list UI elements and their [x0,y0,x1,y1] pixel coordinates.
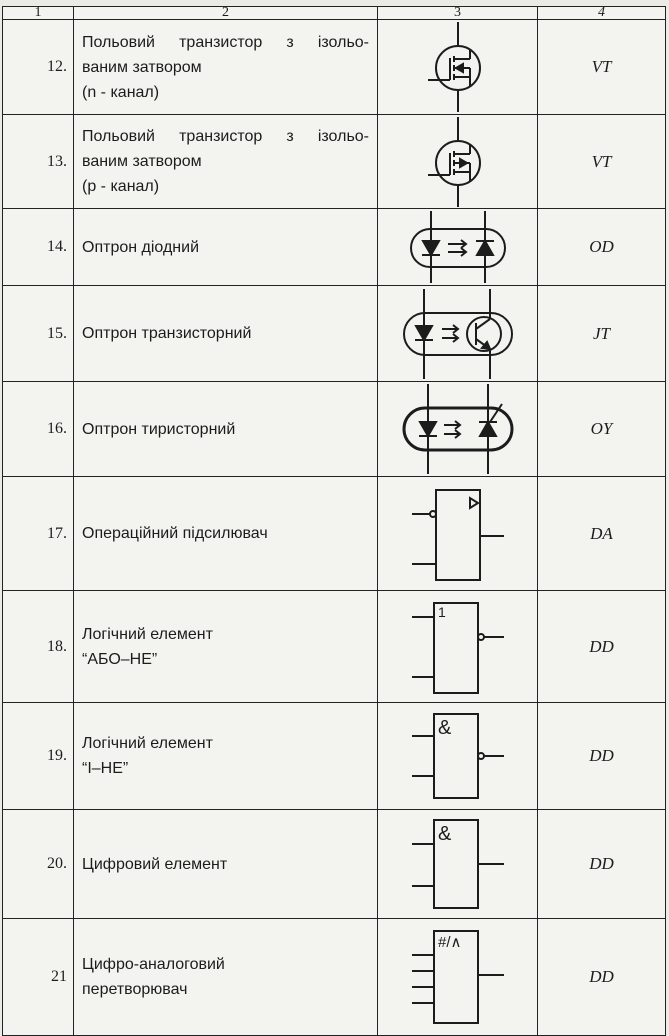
name-line: Польовий транзистор з ізольо- [82,33,369,51]
designation-code: DD [538,591,666,703]
component-name [74,286,378,382]
name-line: Польовий транзистор з ізольо- [82,128,369,145]
name-line: (p - канал) [82,178,160,195]
table-row [3,286,666,382]
diode-optocoupler-symbol [403,211,513,283]
gate-label: & [437,823,451,845]
designation-code: DD [538,919,666,1036]
symbol-cell [378,209,538,286]
designation-code: DA [538,477,666,591]
table-row [3,810,666,919]
designation-code: VT [538,115,666,209]
designation-code: DD [538,703,666,810]
name-line: Оптрон транзисторний [82,325,252,342]
component-name [74,703,378,810]
gate-label: #/∧ [437,934,461,951]
name-line: перетворювач [82,981,188,998]
nand-gate-symbol [408,708,508,804]
row-number: 14. [3,209,74,286]
component-name [74,209,378,286]
name-line: Оптрон діодний [82,238,199,256]
row-number: 15. [3,286,74,382]
table-row [3,919,666,1036]
name-line: Цифровий елемент [82,855,228,873]
row-number: 13. [3,115,74,209]
component-name [74,591,378,703]
row-number: 16. [3,382,74,477]
name-line: Операційний підсилювач [82,525,268,542]
name-line: Цифро-аналоговий [82,956,225,973]
row-number: 12. [3,20,74,115]
gate-label: & [437,717,451,739]
symbol-cell [378,919,538,1036]
symbol-cell [378,810,538,919]
component-name [74,919,378,1036]
thyristor-optocoupler-symbol [398,384,518,474]
table-row [3,209,666,286]
name-line: ваним затвором [82,58,202,76]
row-number: 19. [3,703,74,810]
name-line: “АБО–НЕ” [82,650,158,668]
op-amp-symbol [408,484,508,584]
component-name [74,810,378,919]
symbol-cell [378,382,538,477]
digital-element-symbol [408,814,508,914]
name-line: (n - канал) [82,83,160,101]
table-row [3,591,666,703]
symbol-cell [378,591,538,703]
name-line: Оптрон тиристорний [82,420,236,438]
symbols-table [2,6,666,1036]
component-name [74,115,378,209]
designation-code: OY [538,382,666,477]
nor-gate-symbol [408,597,508,697]
component-name [74,477,378,591]
component-name [74,382,378,477]
header-row [3,7,666,20]
row-number: 18. [3,591,74,703]
mosfet-p-channel-symbol [418,117,498,207]
symbol-cell [378,20,538,115]
name-line: ваним затвором [82,153,202,170]
symbol-cell [378,115,538,209]
designation-code: DD [538,810,666,919]
row-number: 21 [3,919,74,1036]
table-row [3,20,666,115]
row-number: 20. [3,810,74,919]
table-row [3,703,666,810]
component-name [74,20,378,115]
name-line: Логічний елемент [82,735,213,752]
name-line: Логічний елемент [82,625,213,643]
mosfet-n-channel-symbol [418,22,498,112]
symbol-cell [378,286,538,382]
designation-code: VT [538,20,666,115]
symbol-cell [378,703,538,810]
header-col-1: 1 [3,7,74,20]
table-row [3,115,666,209]
table-row [3,477,666,591]
designation-code: JT [538,286,666,382]
table-row [3,382,666,477]
header-col-4: 4 [538,7,666,20]
dac-symbol [408,925,508,1029]
gate-label: 1 [437,603,446,620]
designation-code: OD [538,209,666,286]
header-col-3: 3 [378,7,538,20]
symbol-cell [378,477,538,591]
name-line: “І–НЕ” [82,760,129,777]
header-col-2: 2 [74,7,378,20]
row-number: 17. [3,477,74,591]
transistor-optocoupler-symbol [398,289,518,379]
